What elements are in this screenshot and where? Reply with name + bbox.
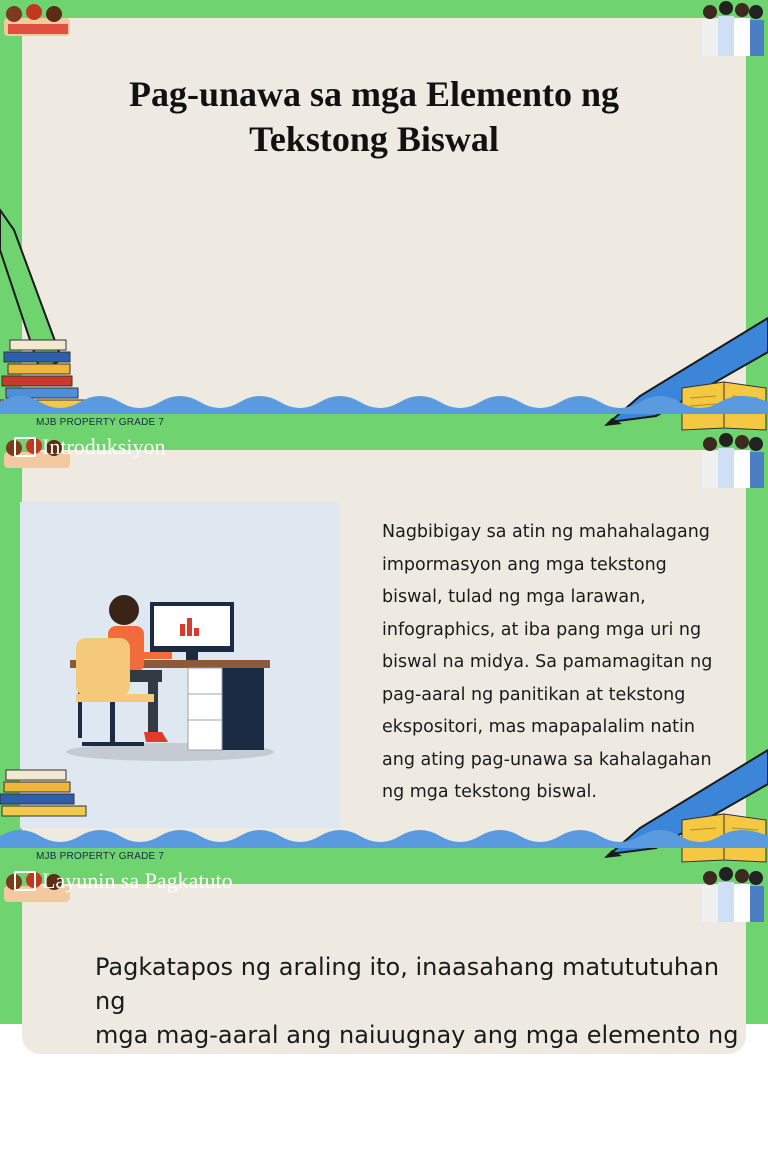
students-group-icon — [696, 432, 768, 492]
intro-line: impormasyon ang mga tekstong — [382, 554, 667, 575]
intro-line: ng mga tekstong biswal. — [382, 782, 597, 802]
slide-introduction — [0, 432, 768, 866]
intro-line: ekspositori, mas mapapalalim natin — [382, 717, 696, 737]
slide-title — [0, 0, 768, 432]
section-heading-label: Layunin sa Pagkatuto — [42, 868, 233, 893]
wave-decoration — [0, 824, 768, 848]
students-group-icon — [696, 866, 768, 926]
pen-icon — [0, 1072, 70, 1172]
slide-heading-icon — [14, 437, 36, 457]
intro-line: biswal na midya. Sa pamamagitan ng — [382, 652, 713, 672]
page-title — [0, 72, 748, 162]
students-group-icon — [0, 0, 76, 44]
intro-line: biswal, tulad ng mga larawan, — [382, 587, 646, 607]
footer-label: MJB PROPERTY GRADE 7 — [36, 851, 165, 862]
section-heading — [14, 432, 165, 462]
objectives-line: Pagkatapos ng araling ito, inaasahang matututuhan ng — [95, 953, 720, 1015]
title-line-1: Pag-unawa sa mga Elemento ng — [128, 74, 619, 114]
slide-objectives — [0, 866, 768, 1049]
wave-decoration — [0, 390, 768, 414]
objectives-paragraph — [95, 950, 755, 1052]
title-line-2: Tekstong Biswal — [249, 119, 499, 159]
objectives-line: mga mag-aaral ang naiuugnay ang mga elemento ng — [95, 1021, 739, 1049]
intro-line: pag-aaral ng panitikan at tekstong — [382, 684, 686, 705]
intro-line: Nagbibigay sa atin ng mahahalagang — [382, 522, 710, 542]
section-heading-label: Introduksiyon — [42, 434, 166, 459]
slide-heading-icon — [14, 871, 36, 891]
intro-line: infographics, at iba pang mga uri ng — [382, 619, 702, 640]
intro-line: ang ating pag-unawa sa kahalagahan — [382, 749, 712, 770]
section-heading — [14, 866, 233, 896]
students-group-icon — [696, 0, 768, 60]
footer-label: MJB PROPERTY GRADE 7 — [36, 417, 165, 428]
